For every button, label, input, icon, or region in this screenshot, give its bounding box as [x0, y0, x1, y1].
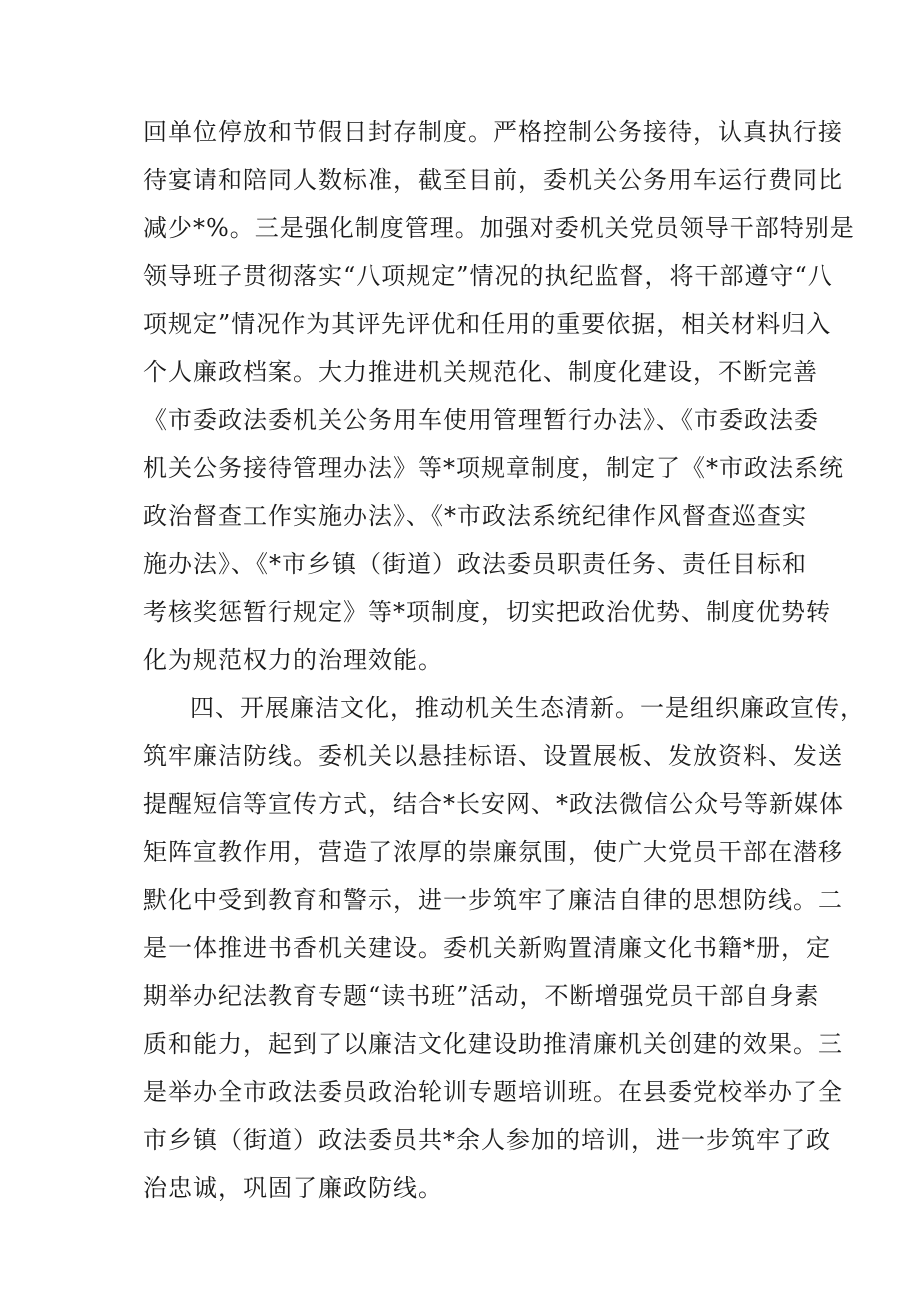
paragraph-2-line-1: 四、开展廉洁文化，推动机关生态清新。一是组织廉政宣传， — [190, 694, 865, 722]
paragraph-1-line-3: 减少*%。三是强化制度管理。加强对委机关党员领导干部特别是 — [143, 214, 855, 242]
paragraph-1-line-8: 机关公务接待管理办法》等*项规章制度，制定了《*市政法系统 — [143, 454, 844, 482]
paragraph-2-line-9: 是举办全市政法委员政治轮训专题培训班。在县委党校举办了全 — [143, 1078, 843, 1106]
paragraph-2-line-4: 矩阵宣教作用，营造了浓厚的崇廉氛围，使广大党员干部在潜移 — [143, 838, 843, 866]
paragraph-1-line-10: 施办法》、《*市乡镇（街道）政法委员职责任务、责任目标和 — [143, 550, 807, 578]
paragraph-2-line-7: 期举办纪法教育专题“读书班”活动，不断增强党员干部自身素 — [143, 982, 820, 1010]
paragraph-1-line-12: 化为规范权力的治理效能。 — [143, 646, 443, 674]
paragraph-2-line-6: 是一体推进书香机关建设。委机关新购置清廉文化书籍*册，定 — [143, 934, 831, 962]
paragraph-1-line-4: 领导班子贯彻落实“八项规定”情况的执纪监督，将干部遵守“八 — [143, 262, 833, 290]
paragraph-2-line-2: 筑牢廉洁防线。委机关以悬挂标语、设置展板、发放资料、发送 — [143, 742, 843, 770]
paragraph-1-line-2: 待宴请和陪同人数标准，截至目前，委机关公务用车运行费同比 — [143, 166, 843, 194]
paragraph-1-line-11: 考核奖惩暂行规定》等*项制度，切实把政治优势、制度优势转 — [143, 598, 831, 626]
paragraph-2-line-11: 治忠诚，巩固了廉政防线。 — [143, 1174, 443, 1202]
paragraph-2-line-5: 默化中受到教育和警示，进一步筑牢了廉洁自律的思想防线。二 — [143, 886, 843, 914]
paragraph-1-line-5: 项规定”情况作为其评先评优和任用的重要依据，相关材料归入 — [143, 310, 832, 338]
paragraph-1-line-7: 《市委政法委机关公务用车使用管理暂行办法》、《市委政法委 — [143, 406, 819, 434]
paragraph-1-line-6: 个人廉政档案。大力推进机关规范化、制度化建设，不断完善 — [143, 358, 818, 386]
paragraph-2-line-10: 市乡镇（街道）政法委员共*余人参加的培训，进一步筑牢了政 — [143, 1126, 831, 1154]
paragraph-1-line-1: 回单位停放和节假日封存制度。严格控制公务接待，认真执行接 — [143, 118, 843, 146]
paragraph-1-line-9: 政治督查工作实施办法》、《*市政法系统纪律作风督查巡查实 — [143, 502, 807, 530]
paragraph-2-line-3: 提醒短信等宣传方式，结合*长安网、*政法微信公众号等新媒体 — [143, 790, 844, 818]
paragraph-2-line-8: 质和能力，起到了以廉洁文化建设助推清廉机关创建的效果。三 — [143, 1030, 843, 1058]
